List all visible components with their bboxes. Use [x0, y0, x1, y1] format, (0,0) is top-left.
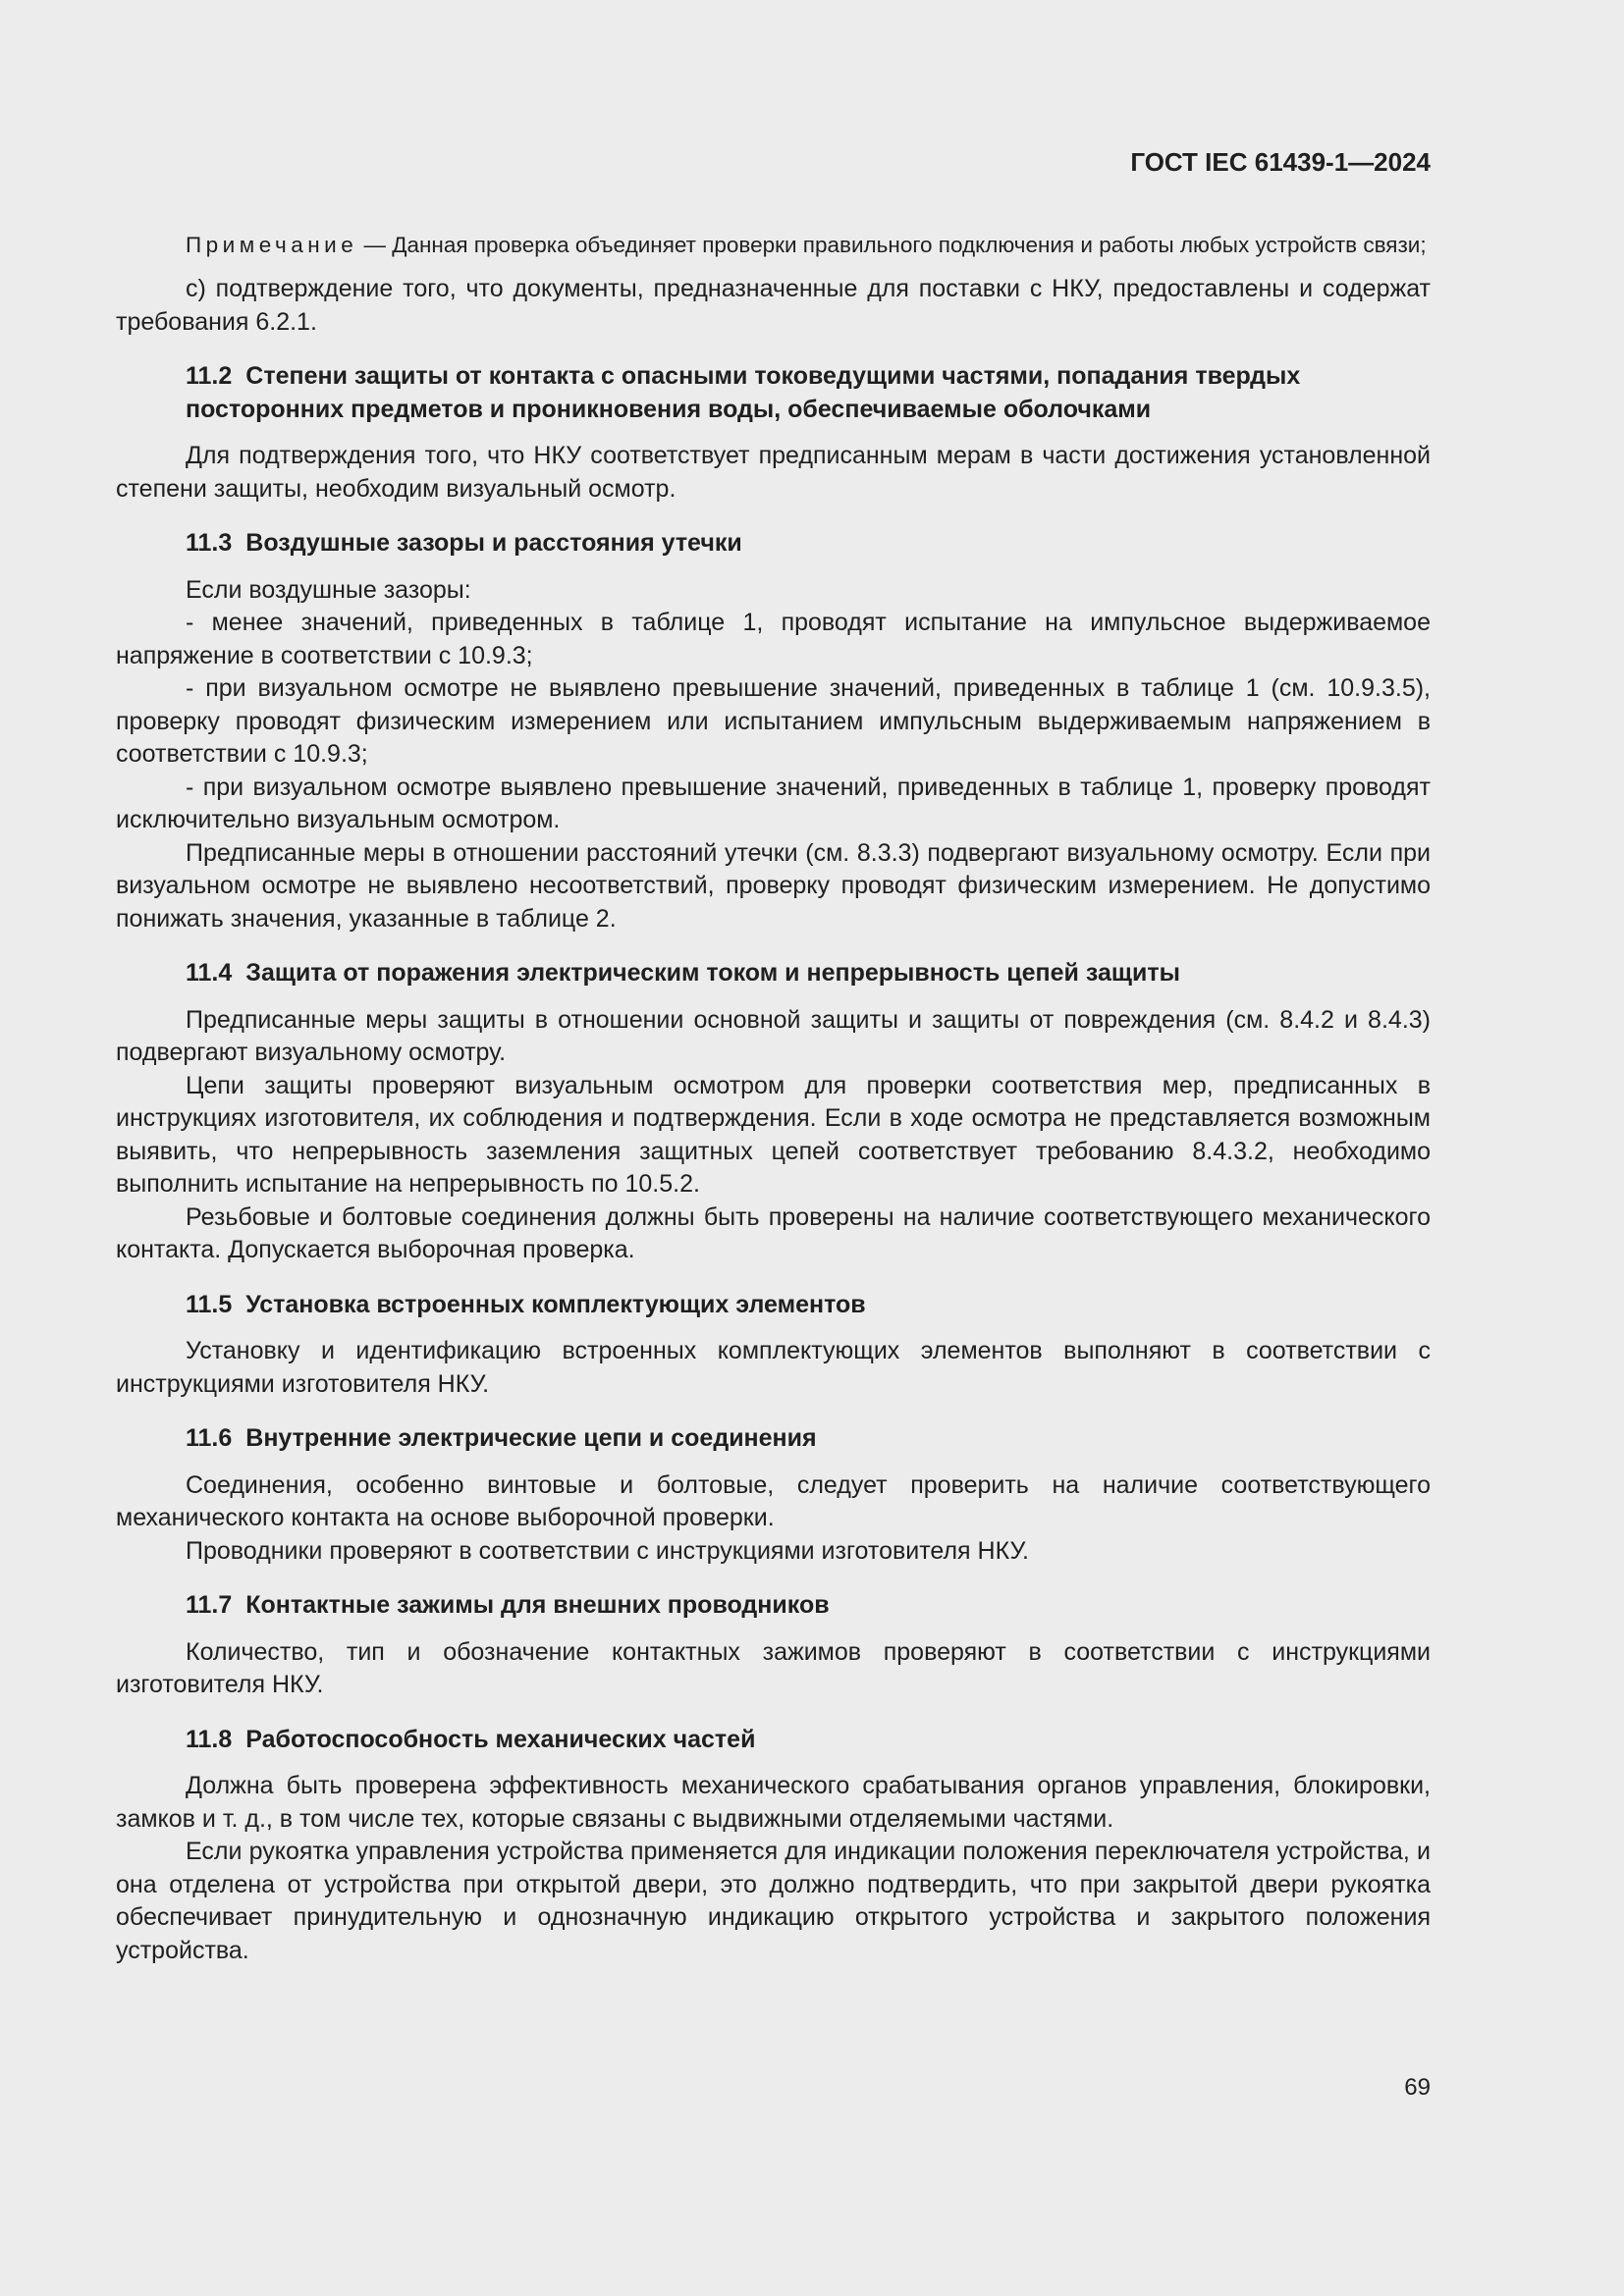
section-heading-11-6 [116, 1422, 1431, 1456]
section-number: 11.6 [186, 1424, 233, 1452]
list-item: - при визуальном осмотре выявлено превышение значений, приведенных в таблице 1, проверку проводят исключительно визуальным осмотром. [116, 773, 1431, 833]
paragraph: Установку и идентификацию встроенных комплектующих элементов выполняют в соответствии с инструкциями изготовителя НКУ. [116, 1337, 1431, 1398]
paragraph: Резьбовые и болтовые соединения должны быть проверены на наличие соответствующего механического контакта. Допускается выборочная проверка. [116, 1202, 1431, 1263]
paragraph: Цепи защиты проверяют визуальным осмотром для проверки соответствия мер, предписанных в инструкциях изготовителя, их соблюдения и подтверждения. Если в ходе осмотра не представляется возможным выявить, что непрерывность заземления защитных цепей соответствует требованию 8.4.3.2, необходимо выполнить испытание на непрерывность по 10.5.2. [116, 1071, 1431, 1198]
paragraph: Если рукоятка управления устройства применяется для индикации положения переключателя устройства, и она отделена от устройства при открытой двери, это должно подтвердить, что при закрытой двери рукоятка обеспечивает принудительную и однозначную индикацию открытого устройства и закрытого положения устройства. [116, 1838, 1431, 1964]
note-paragraph [116, 230, 1431, 261]
section-number: 11.7 [186, 1591, 233, 1619]
document-page [116, 145, 1431, 1967]
section-number: 11.2 [186, 362, 233, 390]
section-heading-11-7 [116, 1589, 1431, 1623]
section-heading-11-2 [116, 360, 1431, 426]
section-number: 11.8 [186, 1725, 233, 1753]
note-label: Примечание [186, 233, 358, 257]
paragraph: Предписанные меры защиты в отношении основной защиты и защиты от повреждения (см. 8.4.2 и 8.4.3) подвергают визуальному осмотру. [116, 1005, 1431, 1066]
paragraph: Проводники проверяют в соответствии с инструкциями изготовителя НКУ. [186, 1536, 1029, 1565]
paragraph: Предписанные меры в отношении расстояний утечки (см. 8.3.3) подвергают визуальному осмотру. Если при визуальном осмотре не выявлено несоответствий, проверку проводят физическим измерением. Не допустимо понижать значения, указанные в таблице 2. [116, 838, 1431, 933]
section-number: 11.5 [186, 1290, 233, 1318]
list-item: - при визуальном осмотре не выявлено превышение значений, приведенных в таблице 1 (см. 10.9.3.5), проверку проводят физическим измерением или испытанием импульсным выдерживаемым напряжением в соответствии с 10.9.3; [116, 674, 1431, 768]
section-title: Работоспособность механических частей [245, 1725, 756, 1753]
section-heading-11-3 [116, 527, 1431, 561]
section-heading-11-4 [116, 957, 1431, 990]
section-heading-11-8 [116, 1724, 1431, 1757]
paragraph: Для подтверждения того, что НКУ соответствует предписанным мерам в части достижения установленной степени защиты, необходим визуальный осмотр. [116, 442, 1431, 503]
paragraph: Количество, тип и обозначение контактных зажимов проверяют в соответствии с инструкциями изготовителя НКУ. [116, 1637, 1431, 1698]
paragraph: Если воздушные зазоры: [186, 575, 471, 604]
section-heading-11-5 [116, 1289, 1431, 1322]
section-number: 11.3 [186, 529, 233, 557]
section-title: Внутренние электрические цепи и соединения [245, 1424, 817, 1452]
section-title: Воздушные зазоры и расстояния утечки [245, 529, 742, 557]
section-title: Контактные зажимы для внешних проводников [245, 1591, 830, 1619]
list-item: - менее значений, приведенных в таблице 1, проводят испытание на импульсное выдерживаемое напряжение в соответствии с 10.9.3; [116, 609, 1431, 669]
section-title: Степени защиты от контакта с опасными токоведущими частями, попадания твердых посторонних предметов и проникновения воды, обеспечиваемые оболочками [186, 362, 1301, 423]
list-item-c: c) подтверждение того, что документы, предназначенные для поставки с НКУ, предоставлены и содержат требования 6.2.1. [116, 275, 1431, 336]
paragraph: Должна быть проверена эффективность механического срабатывания органов управления, блокировки, замков и т. д., в том числе тех, которые связаны с выдвижными отделяемыми частями. [116, 1772, 1431, 1833]
document-code-header: ГОСТ IEC 61439-1—2024 [1130, 147, 1431, 177]
section-title: Защита от поражения электрическим током и непрерывность цепей защиты [245, 959, 1180, 987]
page-number: 69 [1404, 2074, 1431, 2101]
section-number: 11.4 [186, 959, 233, 987]
paragraph: Соединения, особенно винтовые и болтовые, следует проверить на наличие соответствующего механического контакта на основе выборочной проверки. [116, 1470, 1431, 1531]
note-text: — Данная проверка объединяет проверки правильного подключения и работы любых устройств связи; [363, 233, 1427, 257]
section-title: Установка встроенных комплектующих элементов [245, 1290, 866, 1318]
